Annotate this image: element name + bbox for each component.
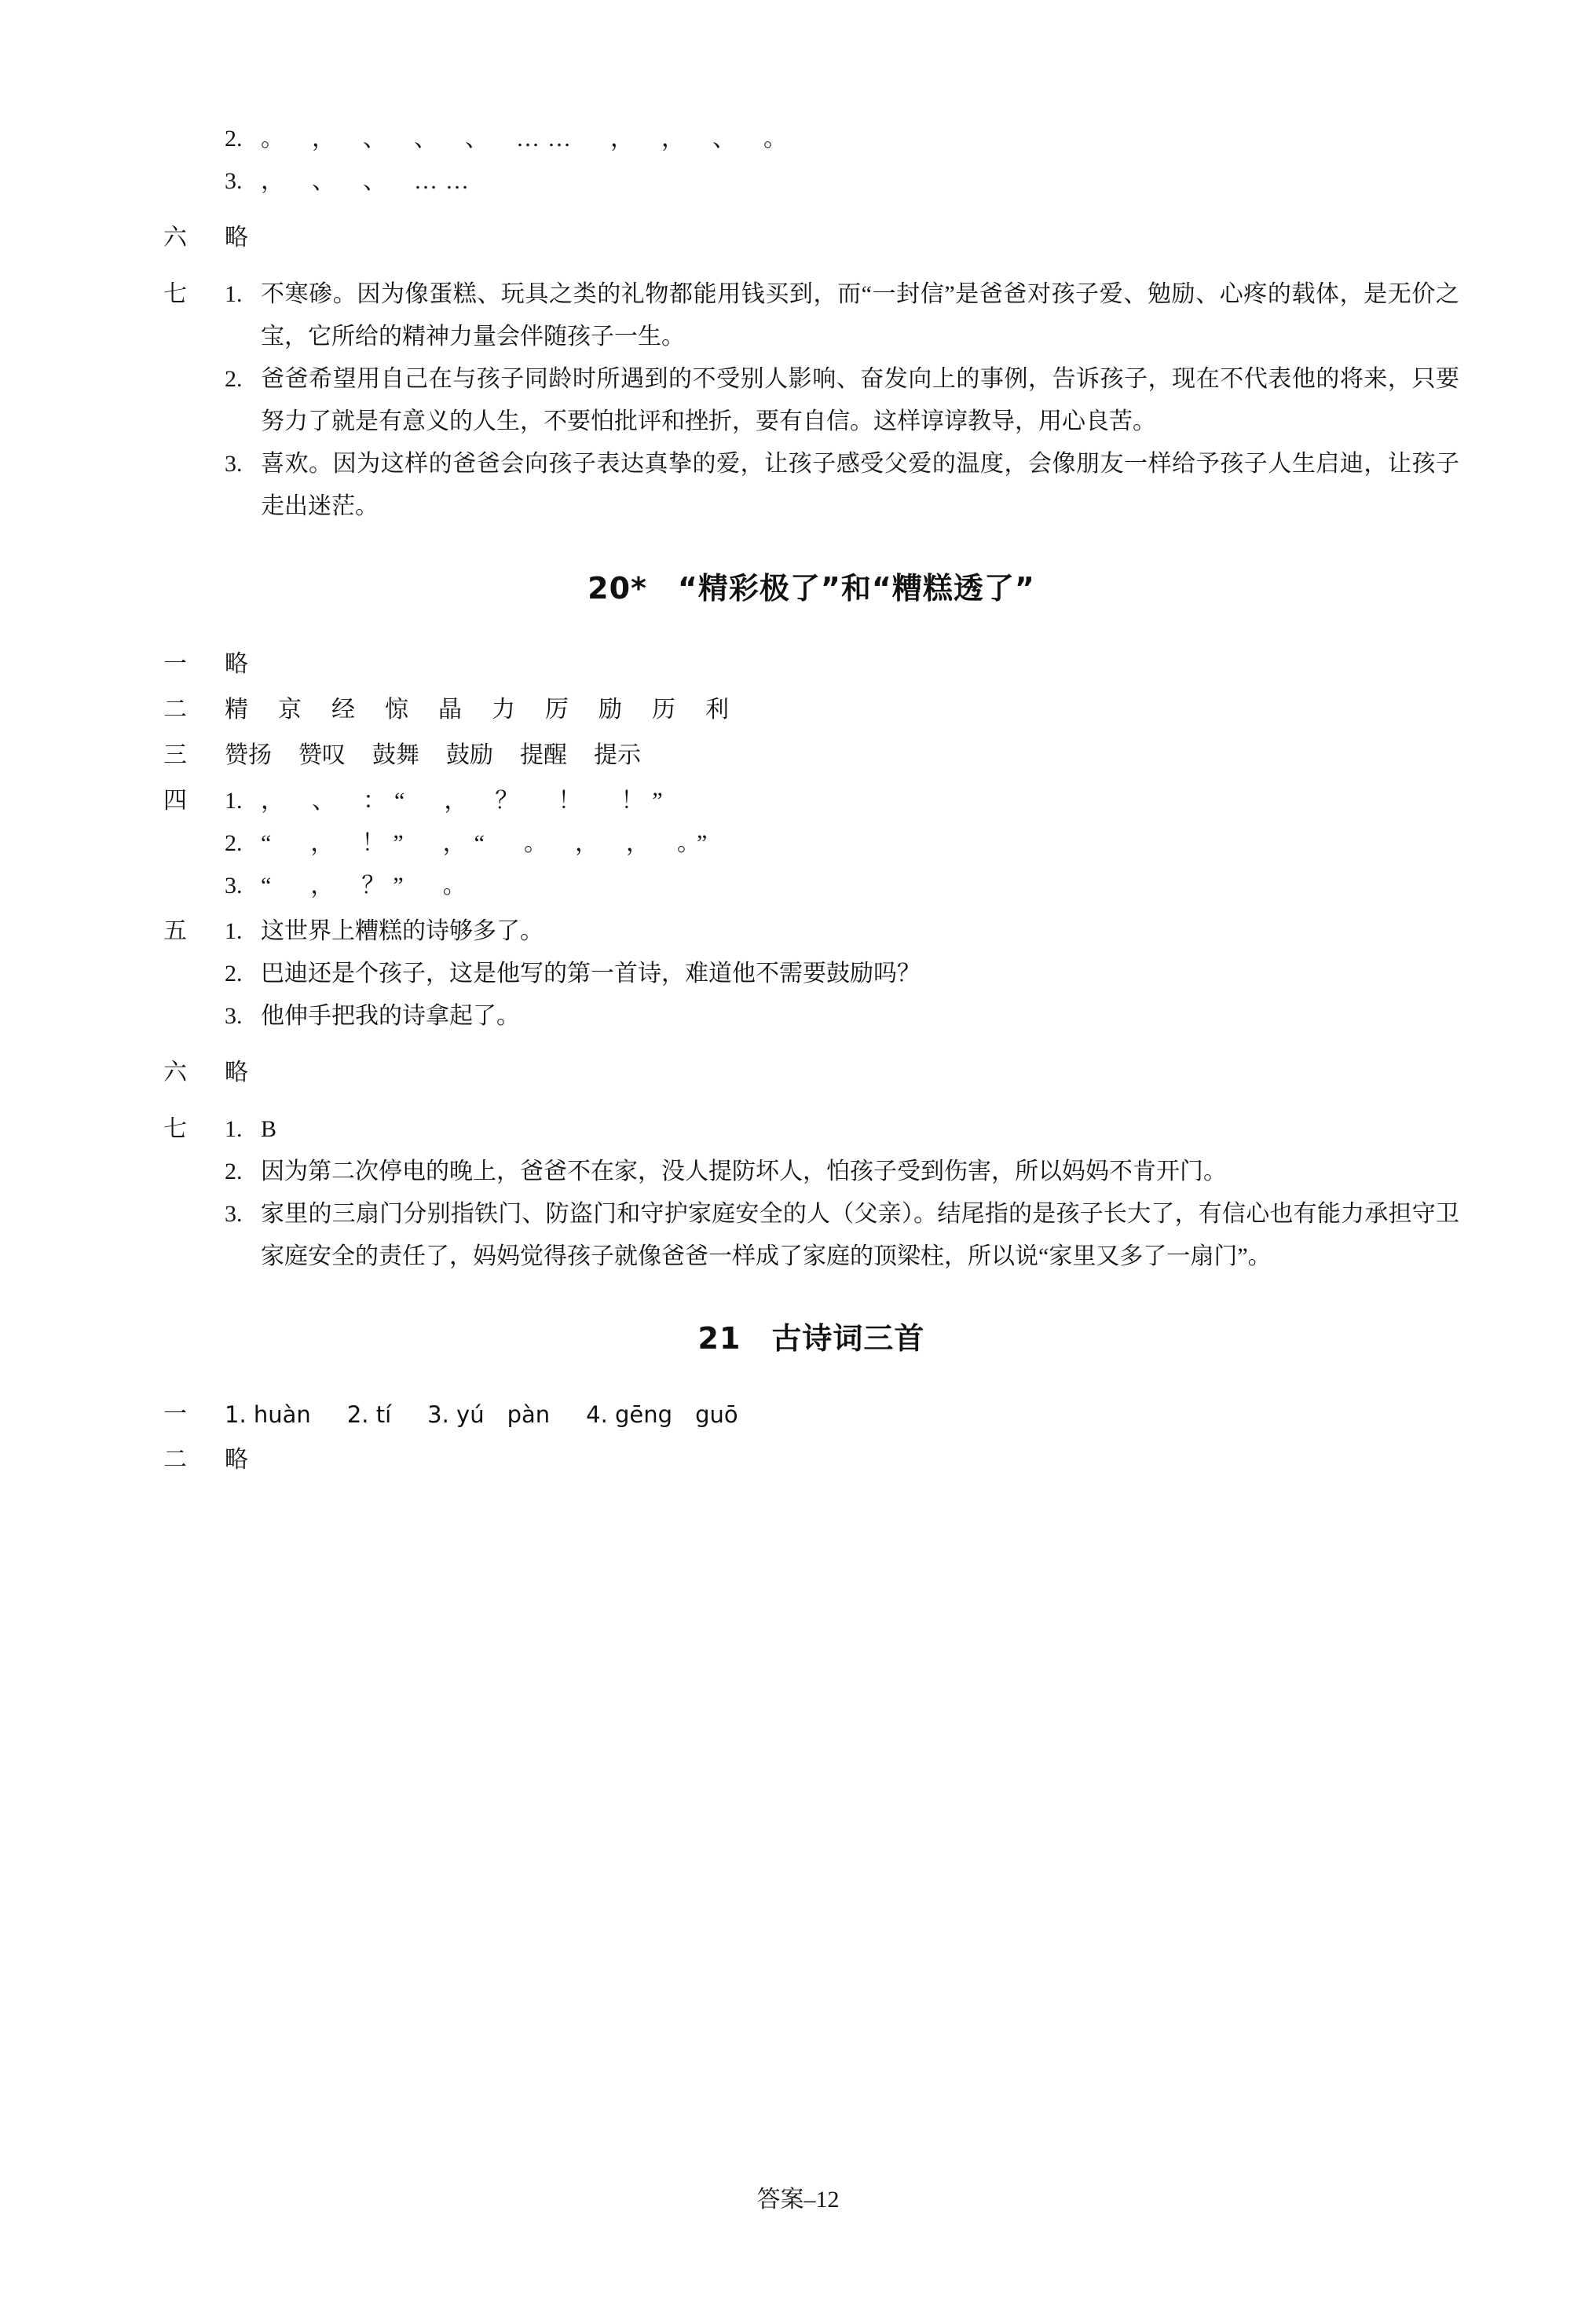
- word-item: 提示: [594, 742, 641, 768]
- list-item: [225, 1151, 1459, 1193]
- list-item: [225, 1108, 1459, 1151]
- punctuation-answer-body: [225, 118, 1459, 203]
- section-label-seven: 七: [163, 281, 187, 307]
- section-label-seven: 七: [163, 1116, 187, 1142]
- section-seven-row: [163, 273, 1459, 528]
- word-item: 鼓舞: [372, 742, 419, 768]
- word-item: 提醒: [520, 742, 567, 768]
- l20-section-one-row: [163, 643, 1459, 686]
- punctuation-answer-row: [163, 118, 1459, 203]
- item-text: 家里的三扇门分别指铁门、防盗门和守护家庭安全的人（父亲）。结尾指的是孩子长大了，有信心也有能力承担守卫家庭安全的责任了，妈妈觉得孩子就像爸爸一样成了家庭的顶梁柱，所以说“家里又多了一扇门”。: [261, 1201, 1459, 1269]
- char-item: 精: [225, 697, 248, 723]
- item-text: 不寒碜。因为像蛋糕、玩具之类的礼物都能用钱买到，而“一封信”是爸爸对孩子爱、勉励、心疼的载体，是无价之宝，它所给的精神力量会伴随孩子一生。: [261, 281, 1459, 350]
- l20-word-list: [225, 734, 1459, 777]
- list-item: [225, 273, 1459, 358]
- item-text: ， 、 、 ……: [261, 168, 477, 194]
- pinyin-item: 2. tí: [346, 1401, 392, 1428]
- section-seven-body: [225, 273, 1459, 528]
- l21-pinyin-list: [225, 1393, 1459, 1436]
- pinyin-item: 4. gēng guō: [586, 1401, 738, 1428]
- l20-section-seven-body: [225, 1108, 1459, 1278]
- list-item: [225, 443, 1459, 528]
- section-label-three: 三: [163, 742, 187, 768]
- list-item: [225, 118, 1459, 160]
- l20-section-four-body: [225, 780, 1459, 907]
- page-footer: 答案–12: [756, 2187, 840, 2213]
- l20-section-five-body: [225, 910, 1459, 1038]
- char-item: 力: [492, 697, 515, 723]
- list-item: [225, 780, 1459, 822]
- char-item: 历: [652, 697, 675, 723]
- char-item: 励: [598, 697, 622, 723]
- item-text: 。 ， 、 、 、 …… ， ， 、 。: [261, 126, 795, 152]
- section-label-six: 六: [163, 225, 187, 251]
- item-number: 2.: [225, 1159, 243, 1184]
- section-label-five: 五: [163, 918, 187, 944]
- section-six-row: [163, 217, 1459, 259]
- item-text: “ ， ？” 。: [261, 873, 474, 899]
- lesson-20-title-block: [163, 564, 1459, 607]
- item-number: 3.: [225, 1201, 243, 1227]
- list-item: [225, 822, 1459, 865]
- page-content: [163, 118, 1459, 1484]
- item-number: 3.: [225, 168, 243, 194]
- l20-section-six-text: 略: [225, 1060, 248, 1085]
- item-number: 1.: [225, 1116, 243, 1142]
- l21-section-two-row: [163, 1439, 1459, 1481]
- l20-character-list: [225, 689, 1459, 731]
- char-item: 京: [278, 697, 302, 723]
- char-item: 晶: [438, 697, 462, 723]
- section-label-two: 二: [163, 697, 187, 723]
- list-item: [225, 865, 1459, 907]
- char-item: 利: [705, 697, 729, 723]
- l21-section-two-text: 略: [225, 1447, 248, 1473]
- page-title: 20* “精彩极了”和“糟糕透了”: [588, 571, 1035, 606]
- page-title: 21 古诗词三首: [697, 1321, 925, 1356]
- word-item: 鼓励: [446, 742, 493, 768]
- section-label-six: 六: [163, 1060, 187, 1085]
- list-item: [225, 910, 1459, 953]
- l20-section-one-text: 略: [225, 651, 248, 677]
- lesson-21-title-block: [163, 1314, 1459, 1357]
- item-number: 1.: [225, 918, 243, 944]
- l20-section-four-row: [163, 780, 1459, 907]
- item-number: 2.: [225, 126, 243, 152]
- list-item: [225, 1193, 1459, 1278]
- section-label-two: 二: [163, 1447, 187, 1473]
- l20-section-six-row: [163, 1052, 1459, 1094]
- l20-section-seven-row: [163, 1108, 1459, 1278]
- item-number: 3.: [225, 1003, 243, 1029]
- item-text: 巴迪还是个孩子，这是他写的第一首诗，难道他不需要鼓励吗？: [261, 961, 921, 987]
- l20-section-five-row: [163, 910, 1459, 1038]
- item-number: 2.: [225, 366, 243, 392]
- pinyin-item: 1. huàn: [225, 1401, 311, 1428]
- item-number: 1.: [225, 788, 243, 814]
- item-text: 因为第二次停电的晚上，爸爸不在家，没人提防坏人，怕孩子受到伤害，所以妈妈不肯开门。: [261, 1159, 1227, 1184]
- item-text: “ ， ！” ，“ 。 ， ， 。”: [261, 830, 716, 856]
- list-item: [225, 160, 1459, 203]
- item-text: 喜欢。因为这样的爸爸会向孩子表达真挚的爱，让孩子感受父爱的温度，会像朋友一样给予孩子人生启迪，让孩子走出迷茫。: [261, 451, 1459, 519]
- section-six-text: 略: [225, 225, 248, 251]
- item-number: 2.: [225, 961, 243, 987]
- item-number: 3.: [225, 451, 243, 477]
- char-item: 经: [331, 697, 355, 723]
- list-item: [225, 995, 1459, 1038]
- char-item: 惊: [385, 697, 408, 723]
- item-text: 他伸手把我的诗拿起了。: [261, 1003, 520, 1029]
- item-text: 这世界上糟糕的诗够多了。: [261, 918, 544, 944]
- list-item: [225, 953, 1459, 995]
- word-item: 赞扬: [225, 742, 272, 768]
- item-number: 1.: [225, 281, 243, 307]
- l20-section-three-row: [163, 734, 1459, 777]
- list-item: [225, 358, 1459, 443]
- section-label-four: 四: [163, 788, 187, 814]
- item-number: 3.: [225, 873, 243, 899]
- char-item: 厉: [545, 697, 569, 723]
- item-text: B: [261, 1116, 277, 1142]
- l21-section-one-row: [163, 1393, 1459, 1436]
- l20-section-two-row: [163, 689, 1459, 731]
- item-text: 爸爸希望用自己在与孩子同龄时所遇到的不受别人影响、奋发向上的事例，告诉孩子，现在不代表他的将来，只要努力了就是有意义的人生，不要怕批评和挫折，要有自信。这样谆谆教导，用心良苦。: [261, 366, 1459, 434]
- item-text: ， 、 ：“ ， ？ ！ ！”: [261, 788, 671, 814]
- section-label-one: 一: [163, 651, 187, 677]
- section-label-one: 一: [163, 1401, 187, 1427]
- pinyin-item: 3. yú pàn: [427, 1401, 551, 1428]
- item-number: 2.: [225, 830, 243, 856]
- word-item: 赞叹: [298, 742, 346, 768]
